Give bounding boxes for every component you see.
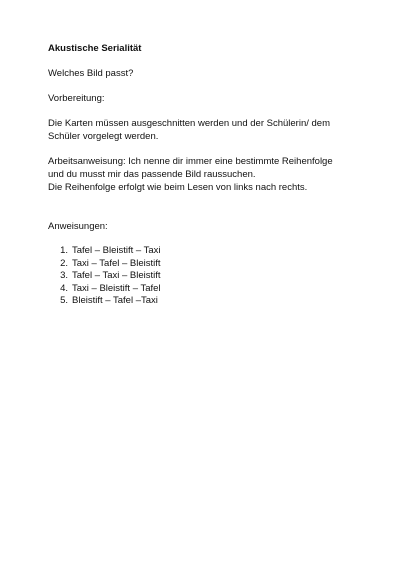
instruction-number: 1.	[60, 245, 68, 256]
instruction-number: 2.	[60, 257, 68, 269]
task-line-2: und du musst mir das passende Bild raussuchen.	[48, 169, 256, 180]
task-line-3: Die Reihenfolge erfolgt wie beim Lesen von links nach rechts.	[48, 182, 308, 193]
instruction-item	[48, 270, 368, 283]
instruction-number: 3.	[60, 270, 68, 281]
document-content	[48, 42, 368, 308]
instruction-text: Bleistift – Tafel –Taxi	[72, 295, 158, 306]
question-text: Welches Bild passt?	[48, 68, 134, 79]
instruction-item	[48, 258, 368, 271]
instruction-text: Tafel – Taxi – Bleistift	[72, 270, 161, 281]
instruction-text: Taxi – Tafel – Bleistift	[72, 257, 161, 269]
instruction-item	[48, 245, 368, 258]
instruction-text: Taxi – Bleistift – Tafel	[72, 282, 161, 294]
instructions-list	[48, 245, 368, 308]
instruction-number: 5.	[60, 295, 68, 306]
instruction-item	[48, 283, 368, 296]
instruction-number: 4.	[60, 282, 68, 294]
instruction-item	[48, 295, 368, 308]
preparation-line-2: Schüler vorgelegt werden.	[48, 131, 159, 142]
preparation-line-1: Die Karten müssen ausgeschnitten werden und der Schülerin/ dem	[48, 118, 330, 129]
document-title: Akustische Serialität	[48, 43, 142, 54]
task-line-1: Arbeitsanweisung: Ich nenne dir immer eine bestimmte Reihenfolge	[48, 156, 333, 167]
preparation-heading: Vorbereitung:	[48, 93, 105, 104]
instructions-heading: Anweisungen:	[48, 221, 108, 232]
instruction-text: Tafel – Bleistift – Taxi	[72, 245, 161, 256]
